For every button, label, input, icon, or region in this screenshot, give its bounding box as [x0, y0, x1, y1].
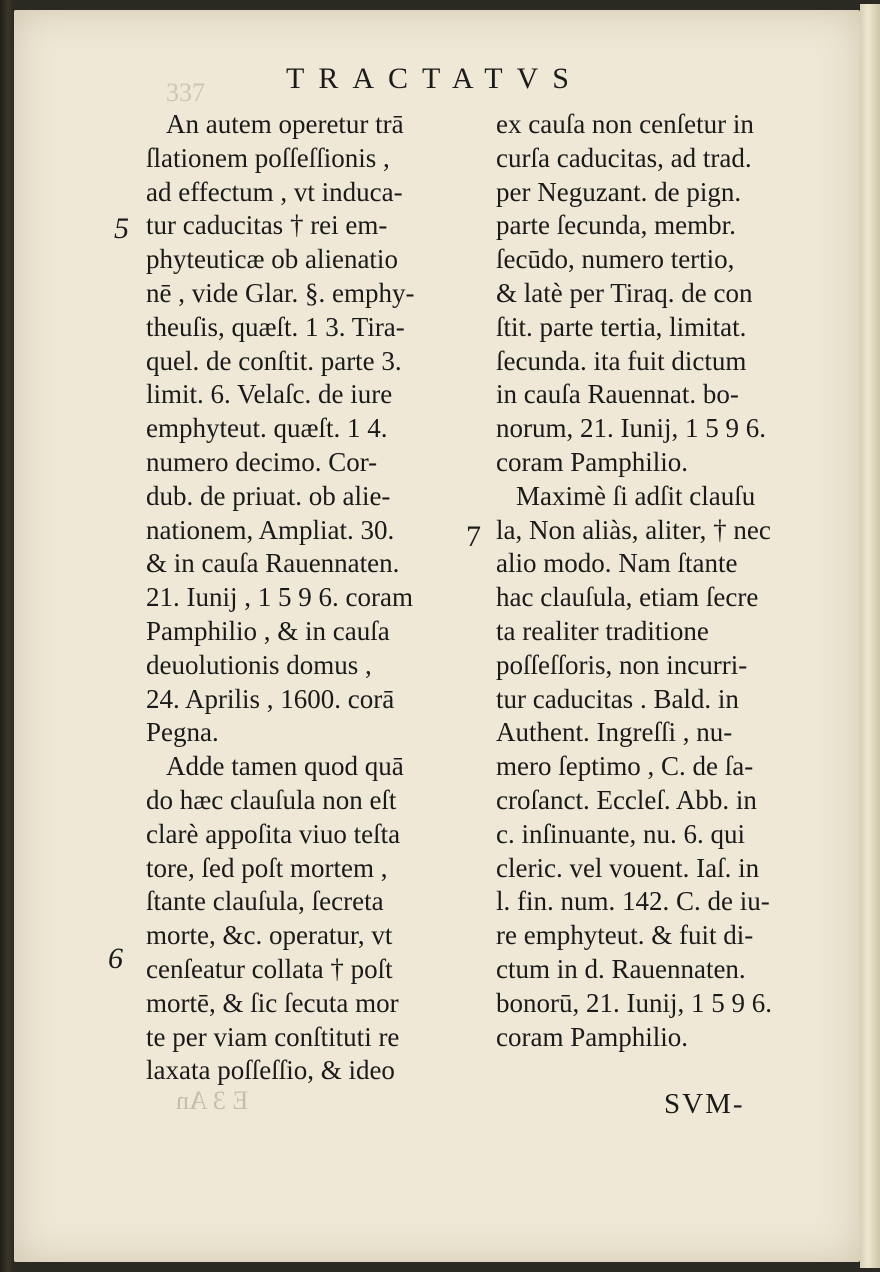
bleed-through-signature: E 3 An — [176, 1086, 249, 1115]
text-line: in cauſa Rauennat. bo- — [496, 379, 739, 410]
text-line: coram Pamphilio. — [496, 1021, 688, 1052]
text-line: morte, &c. operatur, vt — [146, 920, 393, 951]
text-line: mero ſeptimo , C. de ſa- — [496, 751, 754, 782]
text-line: per Neguzant. de pign. — [496, 176, 742, 207]
text-line: ad effectum , vt induca- — [146, 176, 403, 207]
text-line: ſecunda. ita fuit dictum — [496, 345, 747, 376]
text-line: ſtante clauſula, ſecreta — [146, 886, 384, 917]
text-line: croſanct. Eccleſ. Abb. in — [496, 784, 757, 815]
text-line: 24. Aprilis , 1600. corā — [146, 683, 395, 714]
text-line: mortē, & ſic ſecuta mor — [146, 987, 399, 1018]
text-line: poſſeſſoris, non incurri- — [496, 649, 748, 680]
text-line: numero decimo. Cor- — [146, 446, 378, 477]
text-line: Adde tamen quod quā — [166, 751, 404, 782]
text-line: ex cauſa non cenſetur in — [496, 109, 754, 139]
text-line: tore, ſed poſt mortem , — [146, 852, 388, 883]
text-line: ta realiter traditione — [496, 615, 709, 646]
text-line: nationem, Ampliat. 30. — [146, 514, 395, 545]
left-text-column — [146, 108, 450, 1088]
page-edge — [860, 4, 880, 1268]
text-line: tur caducitas . Bald. in — [496, 683, 739, 714]
text-line: cleric. vel vouent. Iaſ. in — [496, 852, 760, 883]
text-line: phyteuticæ ob alienatio — [146, 244, 398, 275]
text-line: clarè appoſita viuo teſta — [146, 818, 401, 849]
running-head: TRACTATVS — [286, 62, 583, 95]
text-line: coram Pamphilio. — [496, 446, 688, 477]
text-line: la, Non aliàs, aliter, † nec — [496, 514, 771, 545]
text-line: norum, 21. Iunij, 1 5 9 6. — [496, 413, 766, 444]
text-line: curſa caducitas, ad trad. — [496, 142, 752, 173]
text-line: dub. de priuat. ob alie- — [146, 480, 391, 511]
text-line: deuolutionis domus , — [146, 649, 372, 680]
right-text-column — [496, 108, 806, 1054]
text-line: & latè per Tiraq. de con — [496, 277, 753, 308]
text-line: ſlationem poſſeſſionis , — [146, 142, 390, 173]
text-line: Pegna. — [146, 717, 219, 748]
catchword: SVM- — [664, 1088, 745, 1120]
text-line: theuſis, quæſt. 1 3. Tira- — [146, 311, 405, 342]
text-line: Pamphilio , & in cauſa — [146, 615, 390, 646]
text-line: l. fin. num. 142. C. de iu- — [496, 886, 770, 917]
text-line: te per viam conſtituti re — [146, 1021, 400, 1052]
text-line: bonorū, 21. Iunij, 1 5 9 6. — [496, 987, 772, 1018]
text-line: ctum in d. Rauennaten. — [496, 953, 746, 984]
text-line: quel. de conſtit. parte 3. — [146, 345, 402, 376]
text-line: An autem operetur trā — [166, 109, 404, 139]
text-line: c. inſinuante, nu. 6. qui — [496, 818, 745, 849]
margin-number-7: 7 — [466, 520, 481, 553]
text-line: parte ſecunda, membr. — [496, 210, 736, 241]
text-line: emphyteut. quæſt. 1 4. — [146, 413, 388, 444]
text-line: Maximè ſi adſit clauſu — [516, 480, 756, 511]
text-line: limit. 6. Velaſc. de iure — [146, 379, 393, 410]
text-line: nē , vide Glar. §. emphy- — [146, 277, 415, 308]
text-line: 21. Iunij , 1 5 9 6. coram — [146, 582, 413, 613]
text-line: ſtit. parte tertia, limitat. — [496, 311, 747, 342]
text-line: & in cauſa Rauennaten. — [146, 548, 400, 579]
bleed-through-page-number: 337 — [166, 78, 205, 107]
text-line: Authent. Ingreſſi , nu- — [496, 717, 733, 748]
text-line: ſecūdo, numero tertio, — [496, 244, 735, 275]
text-line: alio modo. Nam ſtante — [496, 548, 738, 579]
text-line: re emphyteut. & fuit di- — [496, 920, 754, 951]
text-line: hac clauſula, etiam ſecre — [496, 582, 759, 613]
margin-number-5: 5 — [114, 212, 129, 245]
text-line: laxata poſſeſſio, & ideo — [146, 1055, 395, 1086]
text-line: tur caducitas † rei em- — [146, 210, 388, 241]
margin-number-6: 6 — [108, 942, 123, 975]
text-line: do hæc clauſula non eſt — [146, 784, 397, 815]
text-line: cenſeatur collata † poſt — [146, 953, 393, 984]
